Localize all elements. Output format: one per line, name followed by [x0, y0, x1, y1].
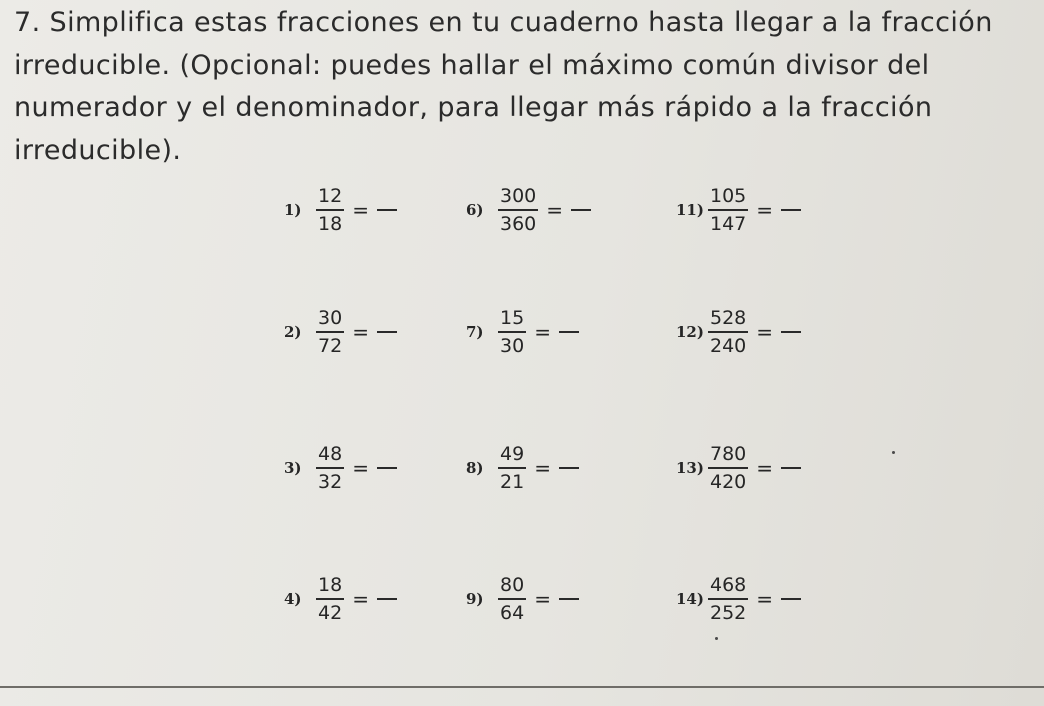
- fraction-numerator: 528: [710, 307, 747, 329]
- fraction-bar: [316, 598, 344, 600]
- fraction-numerator: 80: [500, 574, 525, 596]
- equals-sign: =: [352, 320, 369, 344]
- exercise-number: 6): [466, 201, 484, 219]
- fraction-bar: [498, 467, 526, 469]
- equals-sign: =: [756, 198, 774, 222]
- fraction-denominator: 252: [710, 602, 747, 624]
- fraction-numerator: 780: [710, 443, 747, 465]
- answer-blank: [377, 467, 397, 469]
- fraction: [498, 443, 526, 493]
- fraction-bar: [498, 331, 526, 333]
- fraction-denominator: 240: [710, 335, 747, 357]
- fraction-bar: [316, 467, 344, 469]
- exercise-number: 1): [284, 201, 302, 219]
- fraction-denominator: 30: [500, 335, 525, 357]
- page-divider: [0, 686, 1044, 688]
- fraction-denominator: 18: [318, 213, 343, 235]
- answer-blank: [377, 209, 397, 211]
- fraction-bar: [708, 598, 748, 600]
- answer-blank: [781, 209, 801, 211]
- equals-sign: =: [534, 320, 551, 344]
- fraction-numerator: 468: [710, 574, 747, 596]
- fraction: [316, 307, 344, 357]
- equals-sign: =: [534, 456, 551, 480]
- fraction: [498, 307, 526, 357]
- instruction-line: 7. Simplifica estas fracciones en tu cuaderno hasta llegar a la fracción: [14, 7, 993, 38]
- equals-sign: =: [756, 456, 774, 480]
- equals-sign: =: [352, 587, 369, 611]
- exercise-number: 13): [676, 459, 704, 477]
- fraction-denominator: 42: [318, 602, 343, 624]
- fraction-bar: [708, 467, 748, 469]
- equals-sign: =: [756, 320, 774, 344]
- fraction: [708, 185, 748, 235]
- exercise-number: 12): [676, 323, 704, 341]
- pencil-dot: [892, 451, 895, 454]
- exercise-number: 8): [466, 459, 484, 477]
- fraction: [498, 574, 526, 624]
- fraction-numerator: 30: [318, 307, 343, 329]
- exercise-number: 2): [284, 323, 302, 341]
- fraction: [316, 443, 344, 493]
- fraction-bar: [316, 209, 344, 211]
- equals-sign: =: [534, 587, 551, 611]
- equals-sign: =: [352, 456, 369, 480]
- fraction-numerator: 48: [318, 443, 343, 465]
- fraction: [316, 574, 344, 624]
- exercise-item: [466, 574, 579, 624]
- exercise-item: [466, 443, 579, 493]
- fraction: [708, 307, 748, 357]
- fraction-numerator: 15: [500, 307, 525, 329]
- instruction-line: irreducible).: [14, 134, 182, 166]
- answer-blank: [559, 467, 579, 469]
- answer-blank: [559, 598, 579, 600]
- exercise-instructions: [14, 2, 1034, 172]
- fraction-bar: [708, 209, 748, 211]
- exercise-number: 14): [676, 590, 704, 608]
- exercise-item: [466, 185, 591, 235]
- instruction-line: irreducible. (Opcional: puedes hallar el máximo común divisor del: [14, 49, 930, 81]
- answer-blank: [377, 598, 397, 600]
- exercise-item: [284, 185, 397, 235]
- fraction: [316, 185, 344, 235]
- exercise-number: 4): [284, 590, 302, 608]
- fraction-denominator: 420: [710, 471, 747, 493]
- answer-blank: [781, 467, 801, 469]
- exercise-item: [676, 443, 801, 493]
- exercise-item: [676, 574, 801, 624]
- exercise-number: 3): [284, 459, 302, 477]
- equals-sign: =: [546, 198, 564, 222]
- answer-blank: [571, 209, 591, 211]
- fraction-denominator: 64: [500, 602, 525, 624]
- fraction-denominator: 32: [318, 471, 343, 493]
- answer-blank: [781, 598, 801, 600]
- pencil-dot: [715, 637, 718, 640]
- fraction-denominator: 21: [500, 471, 525, 493]
- fraction-numerator: 49: [500, 443, 525, 465]
- exercise-item: [676, 185, 801, 235]
- fraction: [708, 574, 748, 624]
- fraction: [708, 443, 748, 493]
- exercise-number: 7): [466, 323, 484, 341]
- answer-blank: [377, 331, 397, 333]
- fraction-denominator: 72: [318, 335, 343, 357]
- fraction: [498, 185, 538, 235]
- equals-sign: =: [352, 198, 369, 222]
- instruction-line: numerador y el denominador, para llegar más rápido a la fracción: [14, 92, 933, 123]
- exercise-item: [284, 574, 397, 624]
- fraction-denominator: 147: [710, 213, 747, 235]
- exercise-number: 11): [676, 201, 704, 219]
- answer-blank: [559, 331, 579, 333]
- equals-sign: =: [756, 587, 774, 611]
- fraction-numerator: 18: [318, 574, 343, 596]
- answer-blank: [781, 331, 801, 333]
- fraction-bar: [708, 331, 748, 333]
- fraction-numerator: 105: [710, 185, 747, 207]
- exercise-number: 9): [466, 590, 484, 608]
- exercise-item: [284, 443, 397, 493]
- fraction-bar: [498, 598, 526, 600]
- fraction-bar: [498, 209, 538, 211]
- fraction-denominator: 360: [500, 213, 537, 235]
- fraction-bar: [316, 331, 344, 333]
- exercise-item: [466, 307, 579, 357]
- exercise-item: [284, 307, 397, 357]
- fraction-numerator: 12: [318, 185, 343, 207]
- exercise-item: [676, 307, 801, 357]
- fraction-numerator: 300: [500, 185, 537, 207]
